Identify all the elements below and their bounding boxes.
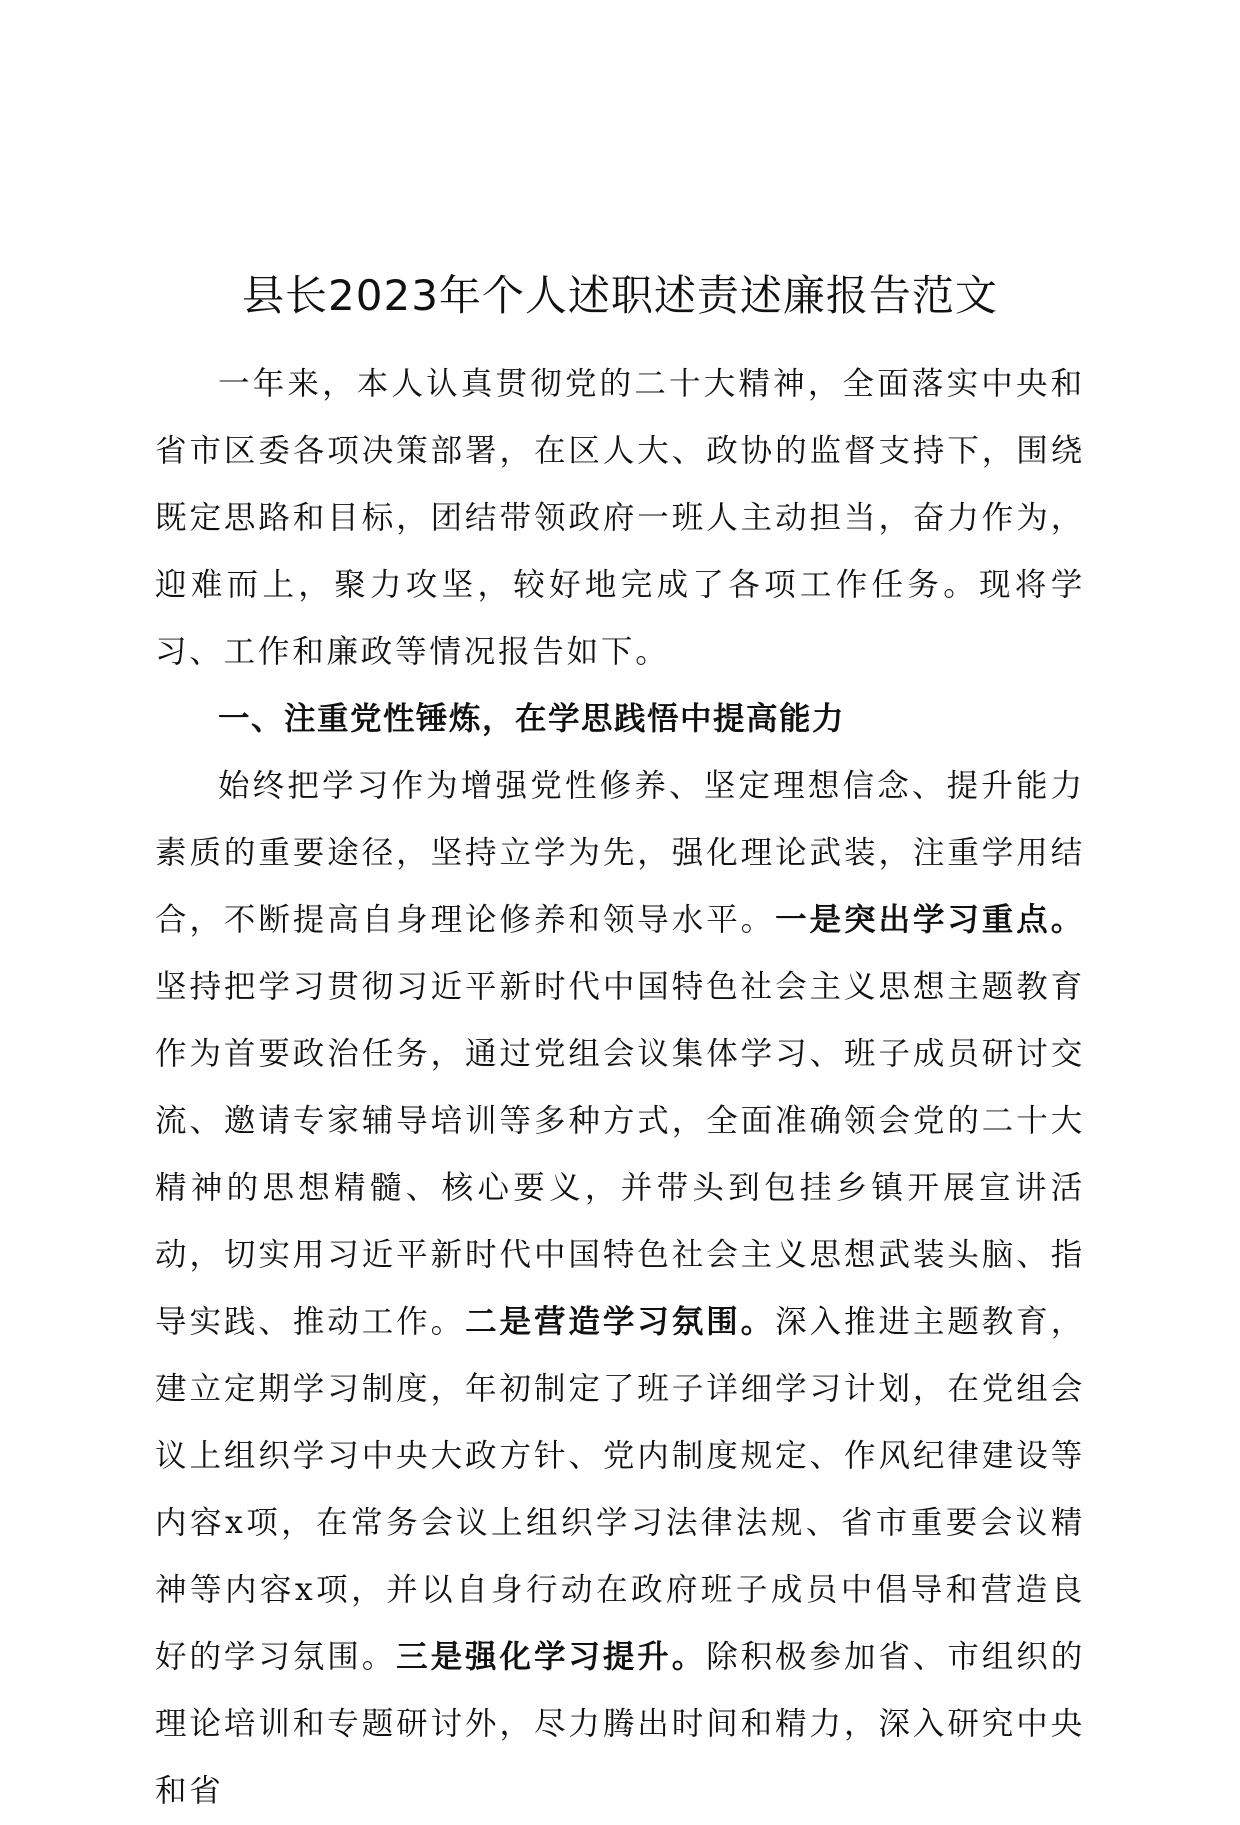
point-2-label: 二是营造学习氛围。	[465, 1304, 776, 1340]
document-body	[155, 351, 1085, 1825]
section-1-heading: 一、注重党性锤炼，在学思践悟中提高能力	[218, 701, 846, 737]
section-1-paragraph	[155, 753, 1085, 1825]
point-3-label: 三是强化学习提升。	[396, 1639, 707, 1675]
point-1-text: 坚持把学习贯彻习近平新时代中国特色社会主义思想主题教育作为首要政治任务，通过党组会议集体学习、班子成员研讨交流、邀请专家辅导培训等多种方式，全面准确领会党的二十大精神的思想精髓、核心要义，并带头到包挂乡镇开展宣讲活动，切实用习近平新时代中国特色社会主义思想武装头脑、指导实践、推动工作。	[155, 969, 1085, 1340]
document-title: 县长2023年个人述职述责述廉报告范文	[242, 271, 998, 320]
point-3-text: 除积极参加省、市组织的理论培训和专题研讨外，尽力腾出时间和精力，深入研究中央和省	[155, 1639, 1085, 1809]
section-1-opening-text: 始终把学习作为增强党性修养、坚定理想信念、提升能力素质的重要途径，坚持立学为先，强化理论武装，注重学用结合，不断提高自身理论修养和领导水平。	[155, 768, 1085, 938]
point-1-label: 一是突出学习重点。	[775, 902, 1086, 938]
intro-paragraph: 一年来，本人认真贯彻党的二十大精神，全面落实中央和省市区委各项决策部署，在区人大、政协的监督支持下，围绕既定思路和目标，团结带领政府一班人主动担当，奋力作为，迎难而上，聚力攻坚，较好地完成了各项工作任务。现将学习、工作和廉政等情况报告如下。	[155, 366, 1085, 670]
point-2-text: 深入推进主题教育，建立定期学习制度，年初制定了班子详细学习计划，在党组会议上组织学习中央大政方针、党内制度规定、作风纪律建设等内容x项，在常务会议上组织学习法律法规、省市重要会议精神等内容x项，并以自身行动在政府班子成员中倡导和营造良好的学习氛围。	[155, 1304, 1086, 1675]
